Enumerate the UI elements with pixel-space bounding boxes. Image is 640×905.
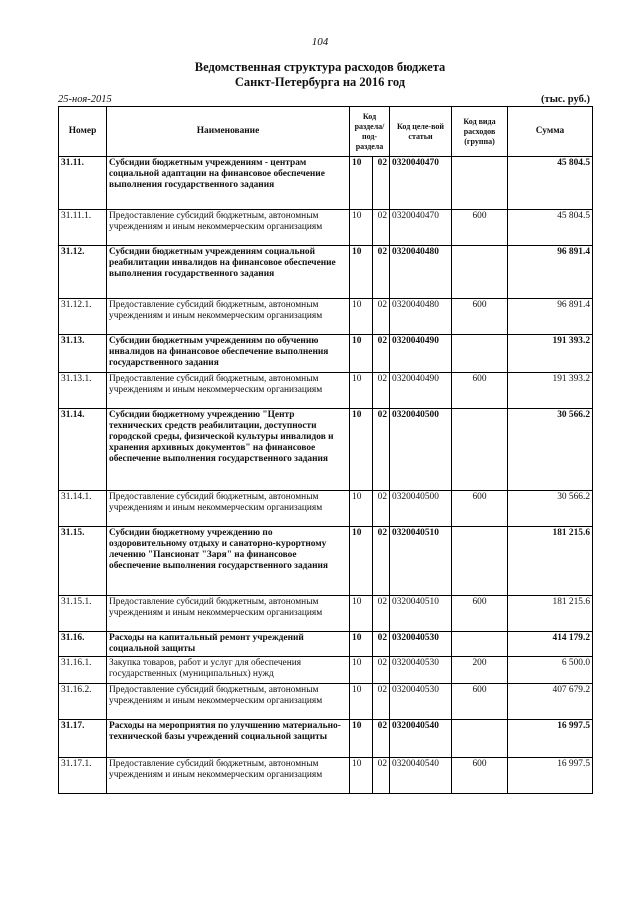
units-label: (тыс. руб.) (541, 94, 590, 105)
table-row (59, 758, 593, 794)
row-kind-code (452, 632, 508, 657)
row-article-code: 0320040480 (390, 299, 452, 335)
row-sum: 96 891.4 (508, 299, 593, 335)
row-number: 31.16.1. (59, 657, 107, 684)
table-row (59, 596, 593, 632)
row-sum: 191 393.2 (508, 335, 593, 373)
row-section-code: 10 (350, 684, 373, 720)
budget-table (58, 106, 593, 794)
row-number: 31.12.1. (59, 299, 107, 335)
row-number: 31.16. (59, 632, 107, 657)
row-article-code: 0320040470 (390, 210, 452, 246)
row-section-code: 10 (350, 409, 373, 491)
row-kind-code (452, 720, 508, 758)
row-subsection-code: 02 (373, 157, 390, 210)
table-row (59, 657, 593, 684)
table-body (59, 157, 593, 794)
row-section-code: 10 (350, 632, 373, 657)
row-subsection-code: 02 (373, 657, 390, 684)
row-kind-code (452, 335, 508, 373)
row-name: Субсидии бюджетному учреждению по оздоровительному отдыху и санаторно-курортному лечению "Пансионат "Заря" на финансовое обеспечение выполнения государственного задания (107, 527, 350, 596)
row-section-code: 10 (350, 527, 373, 596)
row-name: Расходы на мероприятия по улучшению материально-технической базы учреждений социальной защиты (107, 720, 350, 758)
table-row (59, 409, 593, 491)
row-article-code: 0320040530 (390, 632, 452, 657)
row-name: Предоставление субсидий бюджетным, автономным учреждениям и иным некоммерческим организациям (107, 596, 350, 632)
table-row (59, 157, 593, 210)
row-sum: 6 500.0 (508, 657, 593, 684)
row-name: Предоставление субсидий бюджетным, автономным учреждениям и иным некоммерческим организациям (107, 210, 350, 246)
row-article-code: 0320040500 (390, 409, 452, 491)
row-section-code: 10 (350, 720, 373, 758)
row-section-code: 10 (350, 758, 373, 794)
row-article-code: 0320040540 (390, 720, 452, 758)
header-sum: Сумма (508, 107, 593, 157)
row-name: Предоставление субсидий бюджетным, автономным учреждениям и иным некоммерческим организациям (107, 373, 350, 409)
row-name: Предоставление субсидий бюджетным, автономным учреждениям и иным некоммерческим организациям (107, 684, 350, 720)
row-kind-code: 600 (452, 373, 508, 409)
row-subsection-code: 02 (373, 409, 390, 491)
table-row (59, 335, 593, 373)
header-name: Наименование (107, 107, 350, 157)
row-sum: 16 997.5 (508, 720, 593, 758)
table-row (59, 491, 593, 527)
row-subsection-code: 02 (373, 210, 390, 246)
row-kind-code: 600 (452, 491, 508, 527)
row-article-code: 0320040530 (390, 657, 452, 684)
row-subsection-code: 02 (373, 684, 390, 720)
title-line-2: Санкт-Петербурга на 2016 год (234, 75, 406, 89)
row-name: Предоставление субсидий бюджетным, автономным учреждениям и иным некоммерческим организациям (107, 758, 350, 794)
row-sum: 16 997.5 (508, 758, 593, 794)
row-name: Субсидии бюджетным учреждениям - центрам социальной адаптации на финансовое обеспечение выполнения государственного задания (107, 157, 350, 210)
row-sum: 30 566.2 (508, 409, 593, 491)
row-section-code: 10 (350, 299, 373, 335)
row-number: 31.15.1. (59, 596, 107, 632)
header-kind: Код вида расходов (группа) (452, 107, 508, 157)
header-article: Код целе-вой статьи (390, 107, 452, 157)
row-number: 31.13. (59, 335, 107, 373)
row-article-code: 0320040540 (390, 758, 452, 794)
row-number: 31.11.1. (59, 210, 107, 246)
row-subsection-code: 02 (373, 632, 390, 657)
table-row (59, 299, 593, 335)
row-kind-code: 600 (452, 684, 508, 720)
row-name: Расходы на капитальный ремонт учреждений социальной защиты (107, 632, 350, 657)
row-sum: 30 566.2 (508, 491, 593, 527)
table-row (59, 210, 593, 246)
row-number: 31.13.1. (59, 373, 107, 409)
row-number: 31.14.1. (59, 491, 107, 527)
row-article-code: 0320040510 (390, 527, 452, 596)
row-subsection-code: 02 (373, 720, 390, 758)
row-section-code: 10 (350, 491, 373, 527)
title-line-1: Ведомственная структура расходов бюджета (194, 60, 446, 74)
row-subsection-code: 02 (373, 758, 390, 794)
row-sum: 96 891.4 (508, 246, 593, 299)
row-kind-code: 600 (452, 210, 508, 246)
row-section-code: 10 (350, 373, 373, 409)
header-section: Код раздела/ под-раздела (350, 107, 390, 157)
row-name: Закупка товаров, работ и услуг для обеспечения государственных (муниципальных) нужд (107, 657, 350, 684)
header-number: Номер (59, 107, 107, 157)
row-sum: 45 804.5 (508, 210, 593, 246)
row-kind-code (452, 527, 508, 596)
row-kind-code (452, 157, 508, 210)
row-article-code: 0320040490 (390, 373, 452, 409)
document-date: 25-ноя-2015 (58, 94, 112, 105)
row-number: 31.15. (59, 527, 107, 596)
row-sum: 407 679.2 (508, 684, 593, 720)
row-section-code: 10 (350, 157, 373, 210)
row-article-code: 0320040500 (390, 491, 452, 527)
row-kind-code (452, 409, 508, 491)
table-header-row (59, 107, 593, 157)
row-sum: 414 179.2 (508, 632, 593, 657)
table-row (59, 720, 593, 758)
row-kind-code: 600 (452, 299, 508, 335)
row-article-code: 0320040470 (390, 157, 452, 210)
row-subsection-code: 02 (373, 373, 390, 409)
row-sum: 181 215.6 (508, 596, 593, 632)
row-number: 31.17.1. (59, 758, 107, 794)
row-article-code: 0320040510 (390, 596, 452, 632)
table-row (59, 373, 593, 409)
page-number: 104 (311, 36, 329, 48)
row-subsection-code: 02 (373, 246, 390, 299)
row-subsection-code: 02 (373, 527, 390, 596)
row-name: Субсидии бюджетным учреждениям социальной реабилитации инвалидов на финансовое обеспечение выполнения государственного задания (107, 246, 350, 299)
row-kind-code: 200 (452, 657, 508, 684)
row-section-code: 10 (350, 596, 373, 632)
row-article-code: 0320040530 (390, 684, 452, 720)
row-number: 31.12. (59, 246, 107, 299)
row-name: Предоставление субсидий бюджетным, автономным учреждениям и иным некоммерческим организациям (107, 299, 350, 335)
row-subsection-code: 02 (373, 299, 390, 335)
row-kind-code: 600 (452, 596, 508, 632)
row-subsection-code: 02 (373, 335, 390, 373)
row-name: Субсидии бюджетному учреждению "Центр технических средств реабилитации, доступности городской среды, физической культуры инвалидов и хранения архивных документов" на финансовое обеспечение выполнения государственного задания (107, 409, 350, 491)
document-title (0, 60, 640, 90)
row-name: Субсидии бюджетным учреждениям по обучению инвалидов на финансовое обеспечение выполнения государственного задания (107, 335, 350, 373)
row-section-code: 10 (350, 246, 373, 299)
row-kind-code: 600 (452, 758, 508, 794)
row-subsection-code: 02 (373, 491, 390, 527)
row-sum: 191 393.2 (508, 373, 593, 409)
row-number: 31.16.2. (59, 684, 107, 720)
row-article-code: 0320040490 (390, 335, 452, 373)
table-row (59, 632, 593, 657)
row-number: 31.17. (59, 720, 107, 758)
row-number: 31.11. (59, 157, 107, 210)
row-name: Предоставление субсидий бюджетным, автономным учреждениям и иным некоммерческим организациям (107, 491, 350, 527)
row-section-code: 10 (350, 210, 373, 246)
row-section-code: 10 (350, 335, 373, 373)
row-number: 31.14. (59, 409, 107, 491)
row-sum: 45 804.5 (508, 157, 593, 210)
row-section-code: 10 (350, 657, 373, 684)
row-subsection-code: 02 (373, 596, 390, 632)
row-sum: 181 215.6 (508, 527, 593, 596)
table-row (59, 527, 593, 596)
table-row (59, 684, 593, 720)
row-article-code: 0320040480 (390, 246, 452, 299)
table-row (59, 246, 593, 299)
row-kind-code (452, 246, 508, 299)
